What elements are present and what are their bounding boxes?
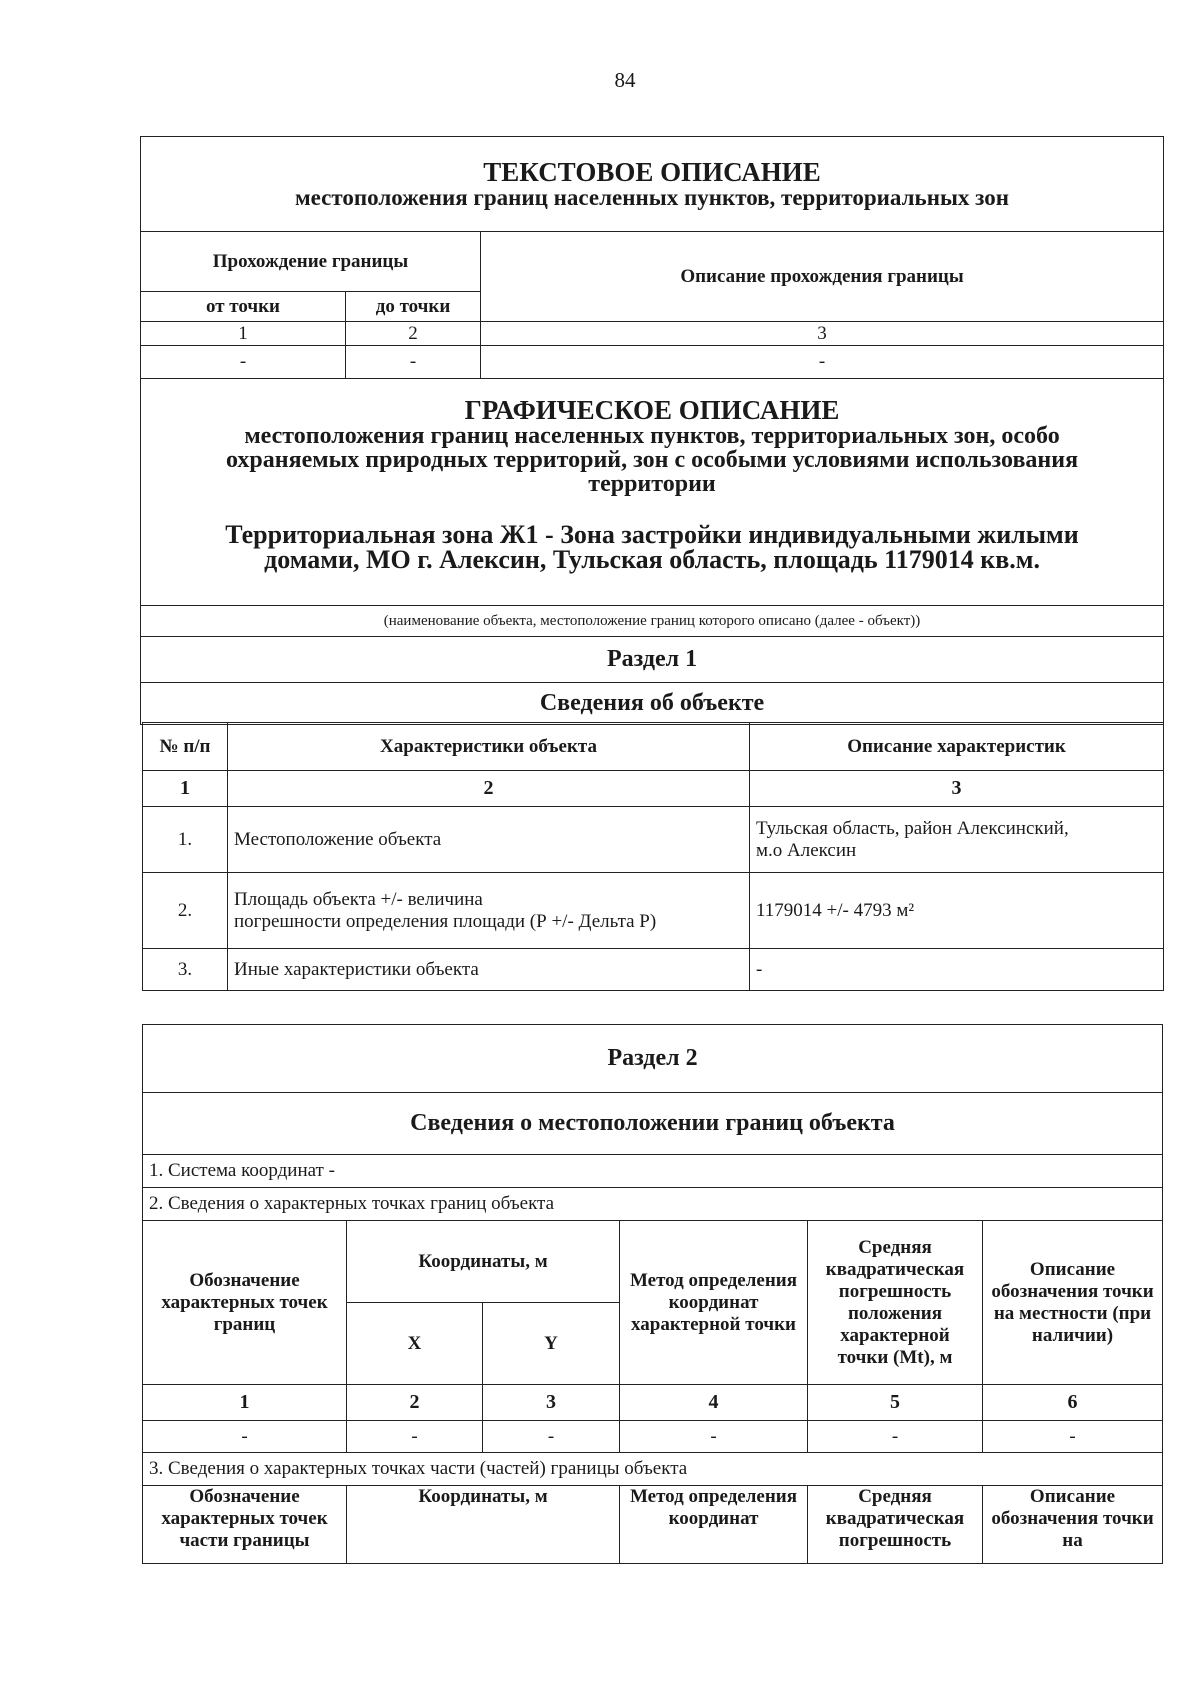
num-cell: 2 [346, 322, 481, 346]
text-graphic-description-table [140, 136, 1164, 725]
coordinate-system: 1. Система координат - [143, 1155, 1163, 1188]
area-value: 1179014 +/- 4793 м² [750, 873, 1164, 949]
row-cell: - [620, 1421, 808, 1453]
text-description-subtitle: местоположения границ населенных пунктов, территориальных зон [295, 185, 1010, 210]
parts-header-designation: Обозначение характерных точек части границы [143, 1486, 347, 1564]
graphic-subtitle-line: местоположения границ населенных пунктов, территориальных зон, особо [244, 423, 1060, 449]
num-cell: 1 [141, 322, 346, 346]
header-designation: Обозначение характерных точек границ [143, 1221, 347, 1385]
header-error: Средняя квадратическая погрешность положения характерной точки (Mt), м [808, 1221, 983, 1385]
section2-table [142, 1024, 1163, 1564]
section1-table [142, 722, 1164, 991]
area-name [228, 873, 750, 949]
location-value-line: Тульская область, район Алексинский, [756, 817, 1069, 839]
section1-title: Раздел 1 [141, 637, 1164, 683]
header-coordinates: Координаты, м [347, 1221, 620, 1303]
col-passage-header: Прохождение границы [141, 232, 481, 292]
parts-title: 3. Сведения о характерных точках части (частей) границы объекта [143, 1453, 1163, 1486]
location-value-line: м.о Алексин [756, 839, 857, 861]
row-cell: - [347, 1421, 483, 1453]
num-cell: 3 [483, 1385, 620, 1421]
object-note: (наименование объекта, местоположение границ которого описано (далее - объект)) [141, 606, 1164, 637]
page-number: 84 [614, 68, 636, 92]
row-cell: - [483, 1421, 620, 1453]
location-name: Местоположение объекта [228, 807, 750, 873]
header-method: Метод определения координат характерной точки [620, 1221, 808, 1385]
other-characteristics-name: Иные характеристики объекта [228, 949, 750, 991]
parts-header-method: Метод определения координат [620, 1486, 808, 1564]
num-cell: 4 [620, 1385, 808, 1421]
section2-subtitle: Сведения о местоположении границ объекта [143, 1093, 1163, 1155]
row-number: 3. [143, 949, 228, 991]
num-cell: 6 [983, 1385, 1163, 1421]
num-cell: 5 [808, 1385, 983, 1421]
num-cell: 2 [347, 1385, 483, 1421]
graphic-description-title: ГРАФИЧЕСКОЕ ОПИСАНИЕ [464, 395, 840, 425]
col-description-header: Описание прохождения границы [481, 232, 1164, 322]
header-description: Описание характеристик [750, 723, 1164, 771]
num-cell: 2 [228, 771, 750, 807]
zone-name-line: домами, МО г. Алексин, Тульская область, площадь 1179014 кв.м. [264, 545, 1040, 574]
text-description-title-cell [141, 137, 1164, 232]
other-characteristics-value: - [750, 949, 1164, 991]
area-name-line: погрешности определения площади (Р +/- Дельта Р) [234, 910, 657, 932]
col-to-header: до точки [346, 292, 481, 322]
num-cell: 1 [143, 771, 228, 807]
zone-name-line: Территориальная зона Ж1 - Зона застройки индивидуальными жилыми [225, 520, 1079, 549]
num-cell: 3 [750, 771, 1164, 807]
row-number: 2. [143, 873, 228, 949]
points-title: 2. Сведения о характерных точках границ объекта [143, 1188, 1163, 1221]
row-cell: - [143, 1421, 347, 1453]
row-cell: - [141, 346, 346, 379]
row-cell: - [983, 1421, 1163, 1453]
location-value [750, 807, 1164, 873]
parts-header-coordinates: Координаты, м [347, 1486, 620, 1564]
header-x: X [347, 1303, 483, 1385]
parts-header-description: Описание обозначения точки на [983, 1486, 1163, 1564]
section1-subtitle: Сведения об объекте [141, 683, 1164, 725]
section2-title: Раздел 2 [143, 1025, 1163, 1093]
row-cell: - [346, 346, 481, 379]
num-cell: 3 [481, 322, 1164, 346]
graphic-subtitle-line: территории [588, 471, 716, 497]
col-from-header: от точки [141, 292, 346, 322]
area-name-line: Площадь объекта +/- величина [234, 888, 483, 910]
row-cell: - [808, 1421, 983, 1453]
header-characteristics: Характеристики объекта [228, 723, 750, 771]
num-cell: 1 [143, 1385, 347, 1421]
header-number: № п/п [143, 723, 228, 771]
row-cell: - [481, 346, 1164, 379]
row-number: 1. [143, 807, 228, 873]
text-description-title: ТЕКСТОВОЕ ОПИСАНИЕ [483, 157, 821, 187]
graphic-description-cell [141, 379, 1164, 606]
header-point-description: Описание обозначения точки на местности (при наличии) [983, 1221, 1163, 1385]
graphic-subtitle-line: охраняемых природных территорий, зон с особыми условиями использования [226, 447, 1079, 473]
parts-header-error: Средняя квадратическая погрешность [808, 1486, 983, 1564]
header-y: Y [483, 1303, 620, 1385]
